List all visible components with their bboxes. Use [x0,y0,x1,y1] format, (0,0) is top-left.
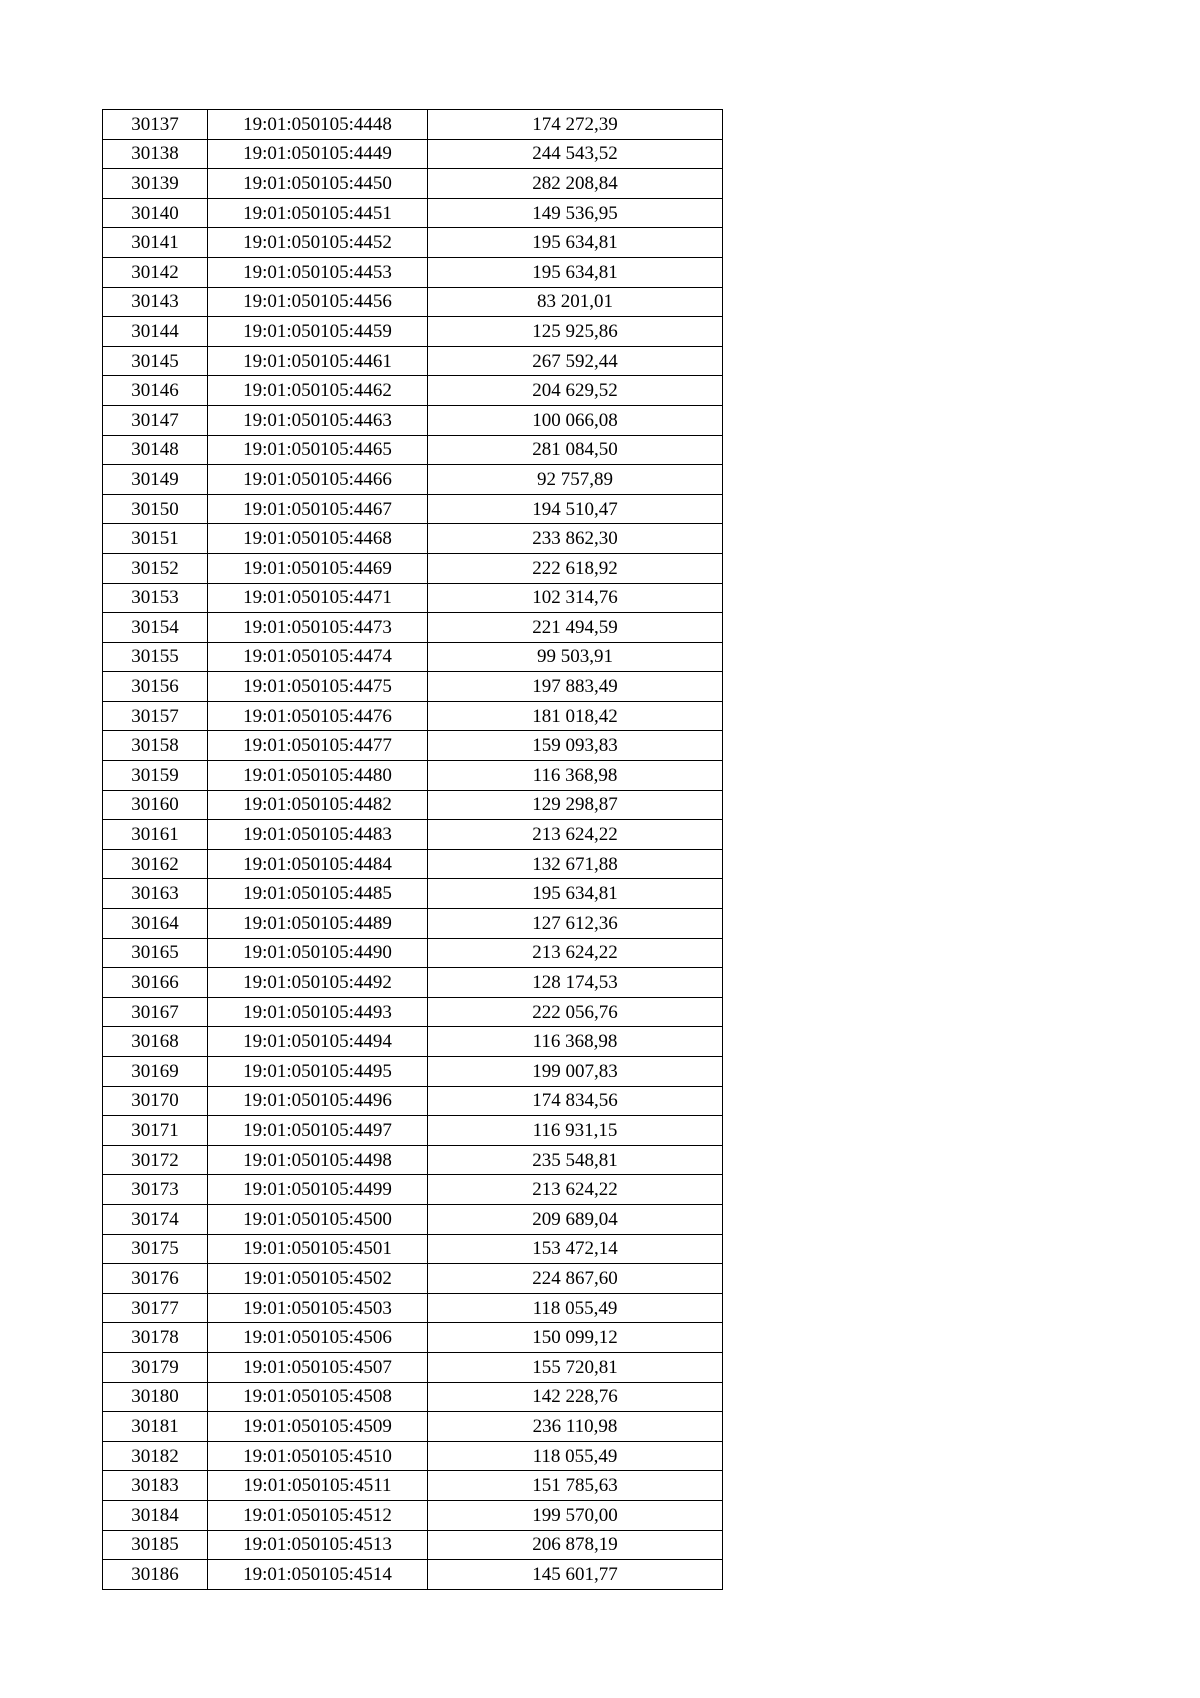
value-cell: 145 601,77 [428,1560,723,1590]
cadastral-number-cell: 19:01:050105:4514 [208,1560,428,1590]
row-number-cell: 30153 [103,583,208,613]
value-cell: 213 624,22 [428,1175,723,1205]
row-number-cell: 30164 [103,909,208,939]
cadastral-number-cell: 19:01:050105:4465 [208,435,428,465]
value-cell: 174 272,39 [428,110,723,140]
cadastral-number-cell: 19:01:050105:4471 [208,583,428,613]
table-row [103,1175,723,1205]
cadastral-number-cell: 19:01:050105:4513 [208,1530,428,1560]
value-cell: 127 612,36 [428,909,723,939]
cadastral-number-cell: 19:01:050105:4503 [208,1293,428,1323]
row-number-cell: 30167 [103,997,208,1027]
value-cell: 267 592,44 [428,346,723,376]
table-row [103,376,723,406]
value-cell: 199 570,00 [428,1500,723,1530]
row-number-cell: 30152 [103,553,208,583]
table-row [103,553,723,583]
row-number-cell: 30160 [103,790,208,820]
cadastral-number-cell: 19:01:050105:4493 [208,997,428,1027]
row-number-cell: 30183 [103,1471,208,1501]
cadastral-number-cell: 19:01:050105:4463 [208,405,428,435]
value-cell: 149 536,95 [428,198,723,228]
row-number-cell: 30158 [103,731,208,761]
table-body [103,110,723,1590]
value-cell: 195 634,81 [428,228,723,258]
cadastral-number-cell: 19:01:050105:4512 [208,1500,428,1530]
cadastral-number-cell: 19:01:050105:4511 [208,1471,428,1501]
table-row [103,997,723,1027]
row-number-cell: 30149 [103,465,208,495]
row-number-cell: 30147 [103,405,208,435]
value-cell: 125 925,86 [428,317,723,347]
table-row [103,198,723,228]
cadastral-number-cell: 19:01:050105:4462 [208,376,428,406]
table-row [103,909,723,939]
value-cell: 99 503,91 [428,642,723,672]
row-number-cell: 30151 [103,524,208,554]
cadastral-number-cell: 19:01:050105:4461 [208,346,428,376]
table-row [103,820,723,850]
cadastral-number-cell: 19:01:050105:4480 [208,761,428,791]
table-row [103,1352,723,1382]
row-number-cell: 30181 [103,1412,208,1442]
cadastral-number-cell: 19:01:050105:4490 [208,938,428,968]
table-row [103,731,723,761]
value-cell: 116 368,98 [428,1027,723,1057]
row-number-cell: 30177 [103,1293,208,1323]
row-number-cell: 30169 [103,1057,208,1087]
cadastral-number-cell: 19:01:050105:4499 [208,1175,428,1205]
row-number-cell: 30141 [103,228,208,258]
table-row [103,1412,723,1442]
table-row [103,1145,723,1175]
value-cell: 118 055,49 [428,1293,723,1323]
value-cell: 209 689,04 [428,1204,723,1234]
value-cell: 195 634,81 [428,879,723,909]
table-row [103,435,723,465]
row-number-cell: 30172 [103,1145,208,1175]
cadastral-value-table [102,109,723,1590]
row-number-cell: 30185 [103,1530,208,1560]
table-row [103,1027,723,1057]
value-cell: 100 066,08 [428,405,723,435]
table-row [103,1500,723,1530]
row-number-cell: 30150 [103,494,208,524]
value-cell: 233 862,30 [428,524,723,554]
table-row [103,1086,723,1116]
row-number-cell: 30155 [103,642,208,672]
cadastral-number-cell: 19:01:050105:4500 [208,1204,428,1234]
row-number-cell: 30171 [103,1116,208,1146]
row-number-cell: 30139 [103,169,208,199]
table-row [103,613,723,643]
row-number-cell: 30146 [103,376,208,406]
value-cell: 92 757,89 [428,465,723,495]
table-row [103,317,723,347]
value-cell: 206 878,19 [428,1530,723,1560]
row-number-cell: 30148 [103,435,208,465]
cadastral-number-cell: 19:01:050105:4496 [208,1086,428,1116]
row-number-cell: 30184 [103,1500,208,1530]
table-row [103,1382,723,1412]
row-number-cell: 30186 [103,1560,208,1590]
value-cell: 222 618,92 [428,553,723,583]
table-row [103,849,723,879]
cadastral-number-cell: 19:01:050105:4467 [208,494,428,524]
cadastral-number-cell: 19:01:050105:4469 [208,553,428,583]
table-row [103,405,723,435]
row-number-cell: 30161 [103,820,208,850]
table-row [103,1057,723,1087]
cadastral-number-cell: 19:01:050105:4498 [208,1145,428,1175]
row-number-cell: 30163 [103,879,208,909]
value-cell: 150 099,12 [428,1323,723,1353]
value-cell: 116 931,15 [428,1116,723,1146]
cadastral-number-cell: 19:01:050105:4474 [208,642,428,672]
value-cell: 222 056,76 [428,997,723,1027]
row-number-cell: 30154 [103,613,208,643]
cadastral-number-cell: 19:01:050105:4508 [208,1382,428,1412]
value-cell: 197 883,49 [428,672,723,702]
table-row [103,1560,723,1590]
cadastral-number-cell: 19:01:050105:4494 [208,1027,428,1057]
row-number-cell: 30173 [103,1175,208,1205]
value-cell: 151 785,63 [428,1471,723,1501]
cadastral-number-cell: 19:01:050105:4501 [208,1234,428,1264]
table-row [103,672,723,702]
cadastral-number-cell: 19:01:050105:4459 [208,317,428,347]
cadastral-number-cell: 19:01:050105:4451 [208,198,428,228]
row-number-cell: 30144 [103,317,208,347]
value-cell: 181 018,42 [428,701,723,731]
cadastral-number-cell: 19:01:050105:4453 [208,257,428,287]
cadastral-number-cell: 19:01:050105:4482 [208,790,428,820]
value-cell: 282 208,84 [428,169,723,199]
row-number-cell: 30179 [103,1352,208,1382]
value-cell: 174 834,56 [428,1086,723,1116]
table-row [103,169,723,199]
cadastral-number-cell: 19:01:050105:4509 [208,1412,428,1442]
value-cell: 199 007,83 [428,1057,723,1087]
cadastral-number-cell: 19:01:050105:4476 [208,701,428,731]
value-cell: 159 093,83 [428,731,723,761]
row-number-cell: 30182 [103,1441,208,1471]
table-row [103,583,723,613]
row-number-cell: 30176 [103,1264,208,1294]
row-number-cell: 30137 [103,110,208,140]
row-number-cell: 30178 [103,1323,208,1353]
table-row [103,1323,723,1353]
table-row [103,110,723,140]
row-number-cell: 30166 [103,968,208,998]
table-row [103,346,723,376]
table-row [103,761,723,791]
table-row [103,257,723,287]
table-row [103,879,723,909]
table-row [103,494,723,524]
table-row [103,1471,723,1501]
table-row [103,790,723,820]
row-number-cell: 30159 [103,761,208,791]
table-row [103,524,723,554]
table-row [103,139,723,169]
value-cell: 195 634,81 [428,257,723,287]
row-number-cell: 30175 [103,1234,208,1264]
table-row [103,1204,723,1234]
table-row [103,1116,723,1146]
cadastral-number-cell: 19:01:050105:4448 [208,110,428,140]
table-row [103,968,723,998]
cadastral-number-cell: 19:01:050105:4466 [208,465,428,495]
value-cell: 116 368,98 [428,761,723,791]
table-row [103,701,723,731]
table-row [103,465,723,495]
cadastral-number-cell: 19:01:050105:4449 [208,139,428,169]
cadastral-number-cell: 19:01:050105:4489 [208,909,428,939]
cadastral-number-cell: 19:01:050105:4507 [208,1352,428,1382]
value-cell: 224 867,60 [428,1264,723,1294]
cadastral-number-cell: 19:01:050105:4506 [208,1323,428,1353]
value-cell: 129 298,87 [428,790,723,820]
value-cell: 153 472,14 [428,1234,723,1264]
cadastral-number-cell: 19:01:050105:4468 [208,524,428,554]
table-row [103,1441,723,1471]
row-number-cell: 30140 [103,198,208,228]
cadastral-number-cell: 19:01:050105:4452 [208,228,428,258]
row-number-cell: 30168 [103,1027,208,1057]
table-row [103,1530,723,1560]
value-cell: 244 543,52 [428,139,723,169]
table-row [103,1234,723,1264]
table-row [103,228,723,258]
row-number-cell: 30145 [103,346,208,376]
value-cell: 221 494,59 [428,613,723,643]
row-number-cell: 30143 [103,287,208,317]
value-cell: 83 201,01 [428,287,723,317]
value-cell: 142 228,76 [428,1382,723,1412]
value-cell: 132 671,88 [428,849,723,879]
cadastral-number-cell: 19:01:050105:4502 [208,1264,428,1294]
cadastral-number-cell: 19:01:050105:4475 [208,672,428,702]
row-number-cell: 30174 [103,1204,208,1234]
table-row [103,642,723,672]
table-row [103,287,723,317]
table-row [103,938,723,968]
cadastral-number-cell: 19:01:050105:4510 [208,1441,428,1471]
value-cell: 213 624,22 [428,820,723,850]
row-number-cell: 30138 [103,139,208,169]
value-cell: 281 084,50 [428,435,723,465]
value-cell: 204 629,52 [428,376,723,406]
table-row [103,1293,723,1323]
row-number-cell: 30170 [103,1086,208,1116]
row-number-cell: 30165 [103,938,208,968]
row-number-cell: 30157 [103,701,208,731]
table-row [103,1264,723,1294]
cadastral-number-cell: 19:01:050105:4473 [208,613,428,643]
value-cell: 213 624,22 [428,938,723,968]
value-cell: 118 055,49 [428,1441,723,1471]
value-cell: 236 110,98 [428,1412,723,1442]
value-cell: 235 548,81 [428,1145,723,1175]
cadastral-number-cell: 19:01:050105:4456 [208,287,428,317]
row-number-cell: 30142 [103,257,208,287]
cadastral-number-cell: 19:01:050105:4497 [208,1116,428,1146]
cadastral-number-cell: 19:01:050105:4492 [208,968,428,998]
row-number-cell: 30180 [103,1382,208,1412]
cadastral-number-cell: 19:01:050105:4485 [208,879,428,909]
row-number-cell: 30156 [103,672,208,702]
value-cell: 194 510,47 [428,494,723,524]
cadastral-number-cell: 19:01:050105:4477 [208,731,428,761]
cadastral-number-cell: 19:01:050105:4483 [208,820,428,850]
cadastral-number-cell: 19:01:050105:4484 [208,849,428,879]
row-number-cell: 30162 [103,849,208,879]
value-cell: 102 314,76 [428,583,723,613]
cadastral-number-cell: 19:01:050105:4450 [208,169,428,199]
value-cell: 155 720,81 [428,1352,723,1382]
cadastral-number-cell: 19:01:050105:4495 [208,1057,428,1087]
value-cell: 128 174,53 [428,968,723,998]
